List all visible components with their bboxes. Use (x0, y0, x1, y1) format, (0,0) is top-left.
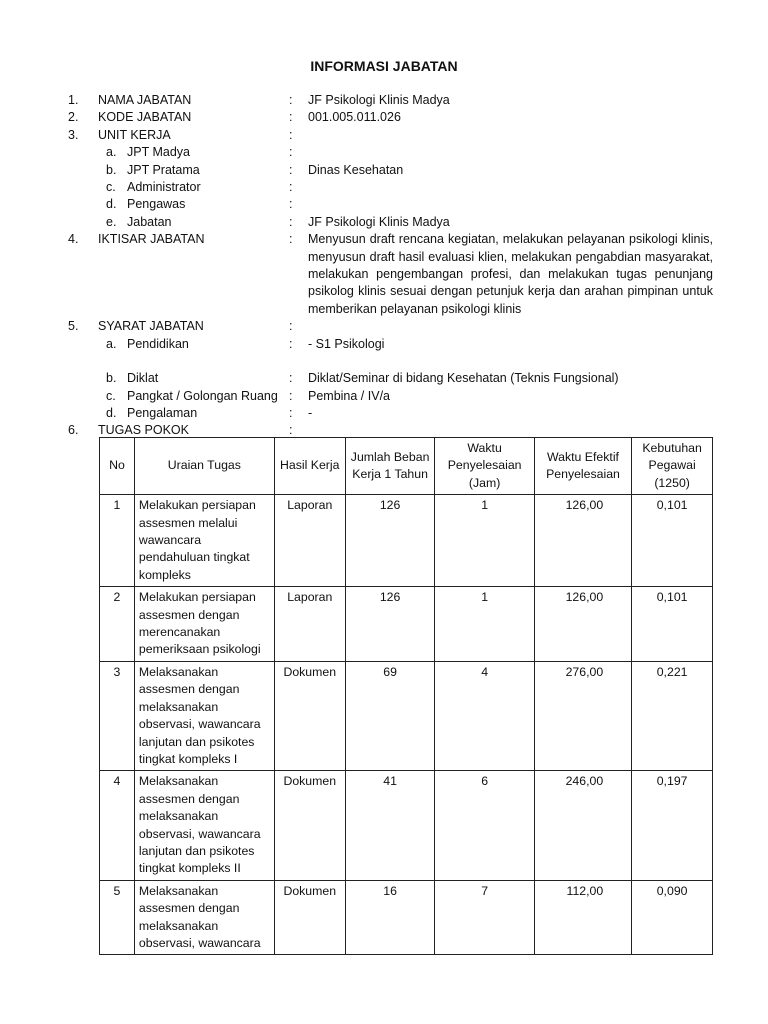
sub-field-label: Pangkat / Golongan Ruang (127, 388, 278, 403)
sub-field-pengawas (0, 196, 768, 213)
cell-no: 2 (100, 587, 135, 662)
field-number: 2. (68, 110, 79, 125)
colon: : (289, 232, 293, 247)
table-row (100, 661, 713, 770)
header-kebutuhan-pegawai: Kebutuhan Pegawai (1250) (632, 438, 713, 495)
cell-efektif: 126,00 (534, 587, 631, 662)
sub-field-jabatan (0, 214, 768, 231)
colon: : (289, 127, 293, 142)
cell-jumlah: 126 (345, 495, 435, 587)
sub-field-value: Dinas Kesehatan (308, 162, 404, 177)
field-label: NAMA JABATAN (98, 93, 192, 107)
sub-field-label: Jabatan (127, 214, 172, 229)
field-unit-kerja (0, 127, 768, 144)
sub-field-letter: c. (106, 388, 116, 403)
field-label: UNIT KERJA (98, 127, 171, 142)
sub-field-value: JF Psikologi Klinis Madya (308, 214, 450, 229)
table-header-row (100, 438, 713, 495)
cell-kebutuhan: 0,101 (632, 495, 713, 587)
colon: : (289, 371, 293, 386)
cell-waktu: 7 (435, 880, 534, 955)
colon: : (289, 110, 293, 125)
table-row (100, 880, 713, 955)
sub-field-label: Pengawas (127, 197, 186, 212)
sub-field-value: Diklat/Seminar di bidang Kesehatan (Teknis Fungsional) (308, 371, 619, 386)
sub-field-label: JPT Pratama (127, 162, 200, 177)
field-number: 6. (68, 423, 79, 438)
field-value: JF Psikologi Klinis Madya (308, 93, 450, 107)
cell-kebutuhan: 0,221 (632, 661, 713, 770)
sub-field-label: JPT Madya (127, 145, 190, 160)
cell-no: 3 (100, 661, 135, 770)
colon: : (289, 214, 293, 229)
sub-field-pengalaman (0, 405, 768, 422)
sub-field-label: Diklat (127, 371, 159, 386)
cell-no: 1 (100, 495, 135, 587)
sub-field-administrator (0, 179, 768, 196)
sub-field-diklat (0, 370, 768, 387)
sub-field-label: Administrator (127, 179, 201, 194)
header-waktu-efektif: Waktu Efektif Penyelesaian (534, 438, 631, 495)
cell-uraian: Melakukan persiapan assesmen melalui wawancara pendahuluan tingkat kompleks (134, 495, 274, 587)
cell-hasil: Dokumen (274, 880, 345, 955)
sub-field-letter: a. (106, 336, 117, 351)
header-waktu-penyelesaian: Waktu Penyelesaian (Jam) (435, 438, 534, 495)
cell-waktu: 1 (435, 495, 534, 587)
cell-no: 5 (100, 880, 135, 955)
sub-field-pendidikan (0, 336, 768, 371)
cell-jumlah: 126 (345, 587, 435, 662)
sub-field-value: Pembina / IV/a (308, 388, 390, 403)
sub-field-letter: d. (106, 197, 117, 212)
cell-jumlah: 41 (345, 771, 435, 880)
field-value-paragraph: Menyusun draft rencana kegiatan, melakukan pelayanan psikologi klinis, menyusun draft hasil evaluasi klien, melakukan pengabdian masyarakat, melakukan pengembangan profesi, dan melakukan tugas penunjang psikolog klinis sesuai dengan petunjuk kerja dan arahan pimpinan untuk memberikan pelayanan psikologi klinis (308, 232, 713, 316)
header-uraian-tugas: Uraian Tugas (134, 438, 274, 495)
cell-efektif: 246,00 (534, 771, 631, 880)
cell-waktu: 6 (435, 771, 534, 880)
job-info-list (0, 92, 768, 440)
cell-jumlah: 16 (345, 880, 435, 955)
colon: : (289, 145, 293, 160)
field-label: KODE JABATAN (98, 110, 192, 125)
field-number: 5. (68, 319, 79, 334)
table-row (100, 587, 713, 662)
tugas-pokok-table (99, 437, 713, 955)
cell-kebutuhan: 0,101 (632, 587, 713, 662)
field-number: 3. (68, 127, 79, 142)
cell-kebutuhan: 0,090 (632, 880, 713, 955)
sub-field-letter: a. (106, 145, 117, 160)
colon: : (289, 179, 293, 194)
colon: : (289, 162, 293, 177)
sub-field-letter: c. (106, 179, 116, 194)
cell-uraian: Melaksanakan assesmen dengan melaksanakan observasi, wawancara lanjutan dan psikotes tingkat kompleks II (134, 771, 274, 880)
cell-hasil: Dokumen (274, 661, 345, 770)
field-kode-jabatan (0, 109, 768, 126)
cell-uraian: Melaksanakan assesmen dengan melaksanakan observasi, wawancara (134, 880, 274, 955)
colon: : (289, 336, 293, 351)
header-jumlah-beban-kerja: Jumlah Beban Kerja 1 Tahun (345, 438, 435, 495)
sub-field-letter: b. (106, 162, 117, 177)
field-nama-jabatan (0, 92, 768, 109)
table-row (100, 495, 713, 587)
header-hasil-kerja: Hasil Kerja (274, 438, 345, 495)
cell-efektif: 112,00 (534, 880, 631, 955)
cell-uraian: Melaksanakan assesmen dengan melaksanakan observasi, wawancara lanjutan dan psikotes tingkat kompleks I (134, 661, 274, 770)
sub-field-pangkat (0, 388, 768, 405)
sub-field-letter: d. (106, 406, 117, 421)
field-number: 1. (68, 93, 79, 107)
cell-uraian: Melakukan persiapan assesmen dengan merencanakan pemeriksaan psikologi (134, 587, 274, 662)
colon: : (289, 423, 293, 438)
cell-efektif: 276,00 (534, 661, 631, 770)
sub-field-label: Pengalaman (127, 406, 198, 421)
field-syarat-jabatan (0, 318, 768, 335)
cell-hasil: Laporan (274, 587, 345, 662)
sub-field-value: - (308, 406, 313, 421)
sub-field-jpt-pratama (0, 162, 768, 179)
colon: : (289, 197, 293, 212)
table-row (100, 771, 713, 880)
document-title: INFORMASI JABATAN (310, 58, 458, 74)
colon: : (289, 93, 293, 107)
header-no: No (100, 438, 135, 495)
sub-field-value: - S1 Psikologi (308, 336, 385, 351)
cell-kebutuhan: 0,197 (632, 771, 713, 880)
cell-hasil: Laporan (274, 495, 345, 587)
cell-hasil: Dokumen (274, 771, 345, 880)
cell-waktu: 4 (435, 661, 534, 770)
field-label: IKTISAR JABATAN (98, 232, 205, 247)
sub-field-letter: b. (106, 371, 117, 386)
field-iktisar-jabatan (0, 231, 768, 318)
cell-waktu: 1 (435, 587, 534, 662)
sub-field-jpt-madya (0, 144, 768, 161)
cell-efektif: 126,00 (534, 495, 631, 587)
sub-field-label: Pendidikan (127, 336, 189, 351)
colon: : (289, 406, 293, 421)
cell-jumlah: 69 (345, 661, 435, 770)
field-number: 4. (68, 232, 79, 247)
field-label: SYARAT JABATAN (98, 319, 204, 334)
cell-no: 4 (100, 771, 135, 880)
colon: : (289, 319, 293, 334)
sub-field-letter: e. (106, 214, 117, 229)
field-value: 001.005.011.026 (308, 110, 401, 125)
field-label: TUGAS POKOK (98, 423, 189, 438)
colon: : (289, 388, 293, 403)
